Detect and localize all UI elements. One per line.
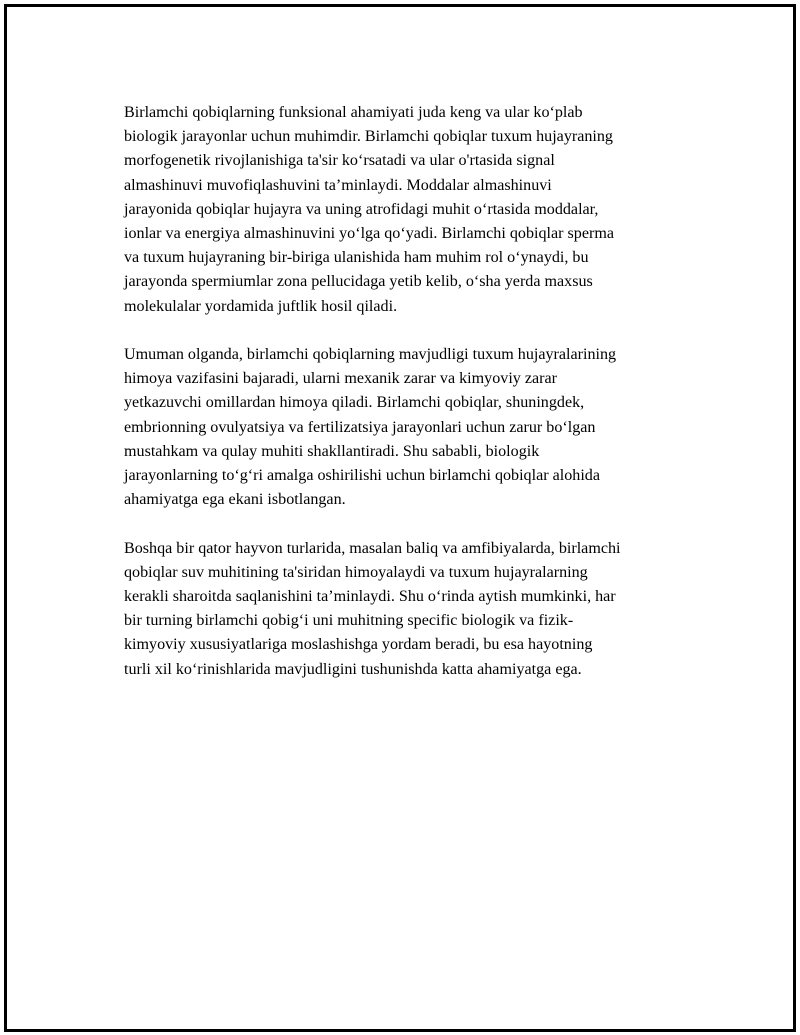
text-line: himoya vazifasini bajaradi, ularni mexanik zarar va kimyoviy zarar [124,370,558,388]
text-line: qobiqlar suv muhitining ta'siridan himoyalaydi va tuxum hujayralarning [124,563,588,581]
text-line: yetkazuvchi omillardan himoya qiladi. Birlamchi qobiqlar, shuningdek, [124,394,585,412]
text-line: turli xil koʻrinishlarida mavjudligini tushunishda katta ahamiyatga ega. [124,660,582,678]
paragraph-3 [124,537,696,682]
text-line: bir turning birlamchi qobigʻi uni muhitning specific biologik va fizik- [124,612,574,630]
text-line: jarayonida qobiqlar hujayra va uning atrofidagi muhit oʻrtasida moddalar, [124,200,599,218]
paragraph-2 [124,343,696,512]
text-line: jarayonlarning toʻgʻri amalga oshirilishi uchun birlamchi qobiqlar alohida [124,467,600,485]
text-line: kerakli sharoitda saqlanishini ta’minlaydi. Shu oʻrinda aytish mumkinki, har [124,588,616,606]
paragraph-1 [124,101,696,319]
text-line: ahamiyatga ega ekani isbotlangan. [124,491,346,509]
text-line: jarayonda spermiumlar zona pellucidaga yetib kelib, oʻsha yerda maxsus [124,273,593,291]
page-frame [4,4,796,1032]
text-line: morfogenetik rivojlanishiga ta'sir koʻrsatadi va ular o'rtasida signal [124,152,555,170]
text-line: kimyoviy xususiyatlariga moslashishga yordam beradi, bu esa hayotning [124,636,593,654]
text-line: biologik jarayonlar uchun muhimdir. Birlamchi qobiqlar tuxum hujayraning [124,128,613,146]
text-line: va tuxum hujayraning bir-biriga ulanishida ham muhim rol oʻynaydi, bu [124,249,589,267]
text-line: Boshqa bir qator hayvon turlarida, masalan baliq va amfibiyalarda, birlamchi [124,539,621,557]
text-line: ionlar va energiya almashinuvini yoʻlga qoʻyadi. Birlamchi qobiqlar sperma [124,225,614,243]
text-line: almashinuvi muvofiqlashuvini ta’minlaydi. Moddalar almashinuvi [124,176,552,194]
document-body [124,101,696,682]
text-line: Birlamchi qobiqlarning funksional ahamiyati juda keng va ular koʻplab [124,104,583,121]
text-line: mustahkam va qulay muhiti shakllantiradi. Shu sababli, biologik [124,442,540,460]
text-line: molekulalar yordamida juftlik hosil qiladi. [124,297,398,315]
text-line: Umuman olganda, birlamchi qobiqlarning mavjudligi tuxum hujayralarining [124,346,617,364]
text-line: embrionning ovulyatsiya va fertilizatsiya jarayonlari uchun zarur boʻlgan [124,418,596,436]
